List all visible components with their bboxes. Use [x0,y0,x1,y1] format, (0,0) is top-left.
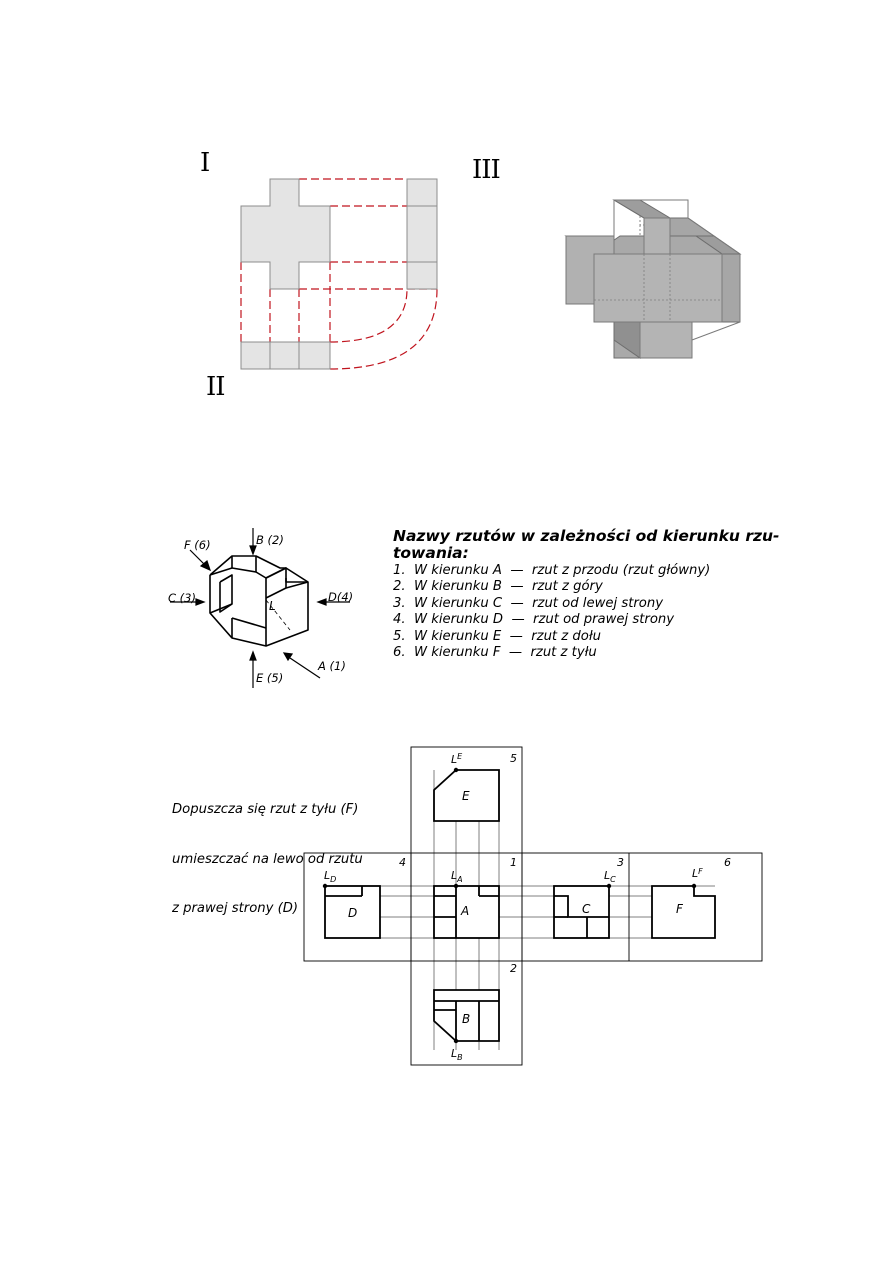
view-letter-c: C [582,902,591,916]
arrow-label-b: B (2) [256,533,284,547]
view-letter-d: D [348,906,358,920]
arrow-label-e: E (5) [256,671,284,685]
arrow-label-a: A (1) [318,659,346,673]
arrow-label-d: D(4) [328,590,354,604]
note-line-3: z prawej strony (D) [172,901,299,916]
view-label-2: II [206,372,225,402]
view-number-5: 5 [510,752,517,765]
view-number-6: 6 [724,856,731,869]
legend-item: 1. W kierunku A — rzut z przodu (rzut główny) [393,563,711,578]
view-letter-e: E [462,789,470,803]
point-label-a: $L_A$ [451,869,463,884]
point-label-c: $L_C$ [604,869,616,884]
legend-item: 6. W kierunku F — rzut z tyłu [393,645,597,661]
block-center-label: L [269,599,276,613]
view-number-4: 4 [399,856,406,869]
view-letter-b: B [462,1012,471,1026]
view-number-1: 1 [510,856,517,869]
arrow-label-c: C (3) [168,591,196,605]
view-letters [348,789,684,1026]
legend-item: 3. W kierunku C — rzut od lewej strony [393,595,664,611]
legend-heading-line-2: towania: [393,544,469,562]
legend-item: 2. W kierunku B — rzut z góry [393,579,603,595]
view-label-3: III [472,155,500,185]
view-label-1: I [200,148,210,178]
legend-item: 5. W kierunku E — rzut z dołu [393,628,601,644]
point-label-b: $L_B$ [451,1047,463,1062]
point-label-e: $L^E$ [451,752,463,766]
point-label-d: $L_D$ [324,869,337,884]
view-letter-a: A [461,904,470,918]
note-line-1: Dopuszcza się rzut z tyłu (F) [172,802,359,817]
legend-heading-line-1: Nazwy rzutów w zależności od kierunku rzu- [393,527,780,545]
view-letter-f: F [676,902,683,916]
legend-item: 4. W kierunku D — rzut od prawej strony [393,612,675,628]
view-number-2: 2 [510,962,517,975]
arrow-label-f: F (6) [184,538,211,552]
view-number-3: 3 [617,856,624,869]
note-line-2: umieszczać na lewo od rzutu [172,851,363,867]
point-label-f: $L^F$ [692,867,703,880]
view-f [652,886,715,938]
